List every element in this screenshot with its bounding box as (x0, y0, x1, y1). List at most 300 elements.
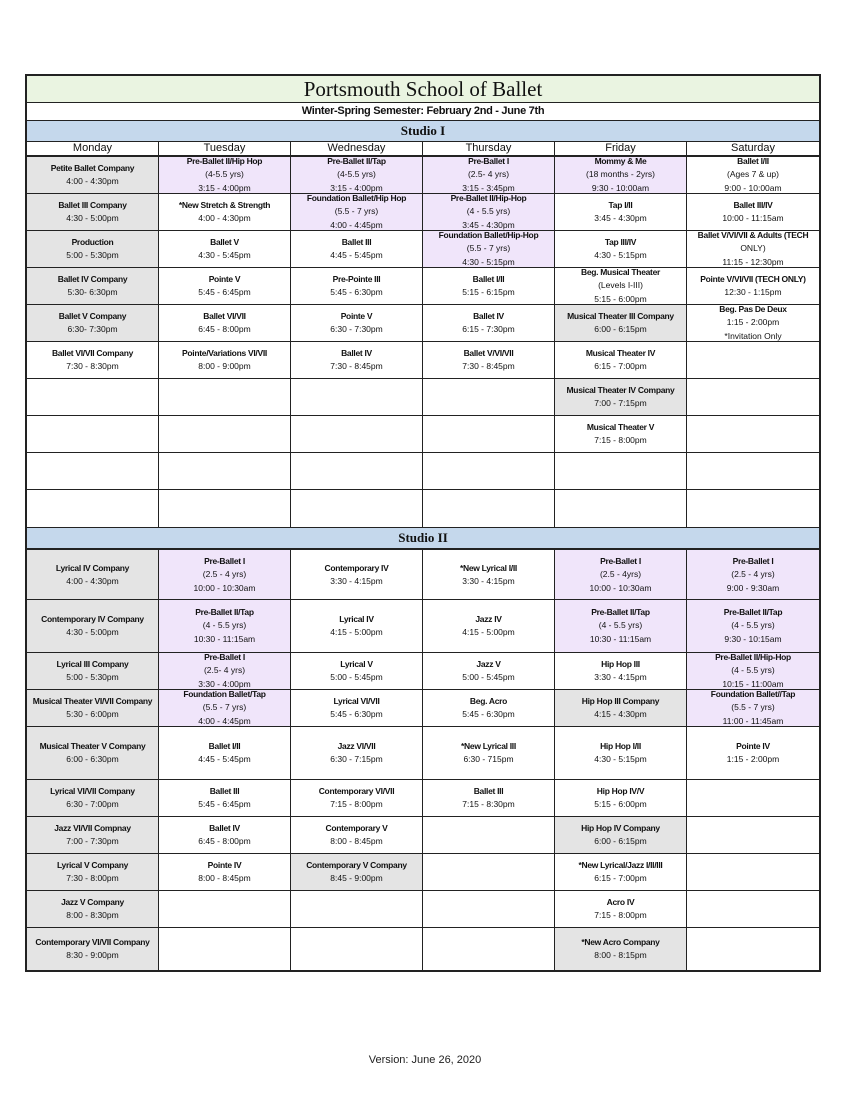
class-detail: 4:30 - 5:15pm (594, 250, 647, 260)
class-name: Pre-Ballet I (204, 555, 245, 566)
schedule-cell (555, 490, 687, 527)
class-detail: 4:30 - 5:15pm (462, 257, 515, 267)
class-detail: 4:45 - 5:45pm (198, 754, 251, 764)
class-name: Ballet IV (209, 823, 240, 833)
class-name: Ballet I/II (208, 741, 241, 751)
schedule-cell (27, 342, 159, 379)
schedule-cell (291, 379, 423, 416)
class-detail: 4:15 - 5:00pm (330, 627, 383, 637)
schedule-cell (27, 305, 159, 342)
schedule-cell (27, 194, 159, 231)
class-name: Ballet I/II (472, 274, 505, 284)
class-name: Ballet III (341, 237, 372, 247)
schedule-cell (687, 817, 819, 854)
schedule-cell (687, 453, 819, 490)
class-detail: (18 months - 2yrs) (586, 169, 655, 179)
schedule-cell (291, 342, 423, 379)
schedule-cell (27, 416, 159, 453)
schedule-cell (423, 817, 555, 854)
class-name: Pre-Ballet I (732, 555, 774, 566)
schedule-cell (27, 653, 159, 690)
class-detail: 7:30 - 8:45pm (330, 361, 383, 371)
schedule-cell (159, 928, 291, 970)
schedule-cell (291, 690, 423, 727)
schedule-cell (159, 891, 291, 928)
class-detail: 3:45 - 4:30pm (462, 220, 515, 230)
studio-2-grid (27, 549, 819, 970)
class-name: *New Lyrical/Jazz I/II/III (578, 860, 663, 870)
class-detail: 5:45 - 6:30pm (330, 287, 383, 297)
class-detail: 10:30 - 11:15am (193, 634, 256, 644)
page-title: Portsmouth School of Ballet (27, 76, 819, 103)
schedule-cell (159, 416, 291, 453)
class-detail: 8:00 - 8:30pm (66, 910, 119, 920)
class-detail: 6:00 - 6:15pm (594, 324, 647, 334)
schedule-cell (555, 194, 687, 231)
class-detail: (Levels I-III) (598, 280, 643, 290)
class-detail: 7:15 - 8:00pm (594, 910, 647, 920)
schedule-cell (555, 416, 687, 453)
class-detail: 6:30 - 7:30pm (330, 324, 383, 334)
class-name: Foundation Ballet/Hip-Hop (438, 231, 539, 240)
schedule-cell (423, 780, 555, 817)
class-detail: 6:45 - 8:00pm (198, 324, 251, 334)
class-detail: 8:45 - 9:00pm (330, 873, 383, 883)
schedule-cell (291, 653, 423, 690)
schedule-cell (27, 780, 159, 817)
class-name: Ballet III/IV (733, 200, 773, 210)
class-detail: 11:15 - 12:30pm (722, 257, 784, 267)
schedule-cell (159, 600, 291, 653)
schedule-cell (27, 690, 159, 727)
class-name: Production (71, 237, 114, 247)
schedule-cell (423, 416, 555, 453)
schedule-cell (27, 268, 159, 305)
schedule-cell (555, 928, 687, 970)
class-name: *New Acro Company (581, 937, 660, 947)
class-name: Ballet V Company (58, 311, 127, 321)
class-name: Pre-Ballet II/Tap (591, 607, 650, 617)
schedule-cell (555, 157, 687, 194)
class-name: Contemporary VI/VII Company (35, 937, 150, 947)
schedule-cell (423, 453, 555, 490)
class-detail: 4:00 - 4:45pm (330, 220, 383, 230)
schedule-cell (291, 194, 423, 231)
class-detail: 6:30 - 715pm (463, 754, 514, 764)
class-name: Jazz VI/VII (337, 741, 376, 751)
schedule-cell (27, 727, 159, 780)
class-name: Jazz V Company (61, 897, 124, 907)
class-detail: 8:30 - 9:00pm (66, 950, 119, 960)
schedule-cell (423, 268, 555, 305)
class-name: Lyrical III Company (56, 659, 129, 669)
class-detail: 7:15 - 8:00pm (594, 435, 647, 445)
schedule-cell (291, 780, 423, 817)
class-detail: (5.5 - 7 yrs) (202, 702, 247, 712)
schedule-cell (159, 231, 291, 268)
schedule-cell (555, 891, 687, 928)
class-name: Musical Theater IV Company (566, 385, 675, 395)
class-detail: 3:45 - 4:30pm (594, 213, 647, 223)
schedule-cell (423, 600, 555, 653)
class-name: Ballet III (473, 786, 504, 796)
class-detail: 8:00 - 9:00pm (198, 361, 251, 371)
class-name: Pointe IV (736, 741, 770, 751)
class-detail: 7:00 - 7:30pm (66, 836, 119, 846)
studio-2-header: Studio II (27, 527, 819, 549)
schedule-cell (423, 653, 555, 690)
schedule-cell (423, 305, 555, 342)
class-name: Pointe V (340, 311, 373, 321)
schedule-cell (423, 891, 555, 928)
class-name: Pre-Ballet II/Tap (327, 157, 386, 166)
class-detail: 5:00 - 5:30pm (66, 250, 119, 260)
schedule-cell (687, 379, 819, 416)
day-friday: Friday (555, 142, 687, 155)
schedule-cell (27, 891, 159, 928)
class-detail: 7:15 - 8:00pm (330, 799, 383, 809)
class-detail: 9:00 - 10:00am (724, 183, 782, 193)
class-name: Beg. Acro (469, 696, 508, 706)
schedule-cell (555, 268, 687, 305)
schedule-cell (555, 379, 687, 416)
class-detail: (5.5 - 7 yrs) (731, 702, 775, 712)
schedule-cell (687, 268, 819, 305)
class-detail: 4:30 - 5:15pm (594, 754, 647, 764)
class-name: Hip Hop III (601, 659, 640, 669)
class-name: Lyrical V (340, 659, 373, 669)
class-name: Musical Theater IV (585, 348, 656, 358)
class-detail: 5:30- 6:30pm (67, 287, 118, 297)
class-detail: 5:15 - 6:00pm (594, 294, 647, 304)
class-detail: 5:30 - 6:00pm (66, 709, 119, 719)
day-monday: Monday (27, 142, 159, 155)
class-detail: (4 - 5.5 yrs) (466, 206, 511, 216)
schedule-cell (555, 780, 687, 817)
class-detail: 5:45 - 6:30pm (330, 709, 383, 719)
class-name: *New Lyrical III (461, 741, 516, 751)
class-name: Contemporary VI/VII (318, 786, 395, 796)
schedule-cell (423, 194, 555, 231)
class-detail: 6:15 - 7:00pm (594, 361, 647, 371)
schedule-cell (687, 600, 819, 653)
class-name: Petite Ballet Company (50, 163, 135, 173)
schedule-cell (687, 342, 819, 379)
schedule-cell (687, 653, 819, 690)
class-detail: 5:00 - 5:45pm (462, 672, 515, 682)
class-detail: 5:45 - 6:30pm (462, 709, 515, 719)
semester-subtitle: Winter-Spring Semester: February 2nd - June 7th (27, 103, 819, 121)
schedule-cell (423, 231, 555, 268)
class-detail: 1:15 - 2:00pm (726, 754, 780, 764)
class-name: Pre-Ballet II/Tap (723, 607, 783, 617)
class-name: Tap I/II (608, 200, 633, 210)
class-detail: ONLY) (740, 243, 766, 253)
class-name: Pre-Pointe III (332, 274, 381, 284)
class-detail: 7:30 - 8:30pm (66, 361, 119, 371)
schedule-cell (27, 550, 159, 600)
schedule-cell (27, 379, 159, 416)
class-detail: 8:00 - 8:15pm (594, 950, 647, 960)
schedule-cell (27, 600, 159, 653)
class-detail: 11:00 - 11:45am (722, 716, 784, 726)
schedule-cell (555, 550, 687, 600)
schedule-cell (291, 157, 423, 194)
schedule-cell (27, 157, 159, 194)
class-detail: (5.5 - 7 yrs) (334, 206, 379, 216)
class-detail: 12:30 - 1:15pm (724, 287, 782, 297)
class-detail: 6:15 - 7:30pm (462, 324, 515, 334)
schedule-cell (291, 727, 423, 780)
class-name: Ballet VI/VII (203, 311, 246, 321)
class-detail: (2.5- 4 yrs) (467, 169, 510, 179)
schedule-cell (159, 453, 291, 490)
schedule-cell (555, 453, 687, 490)
day-header-row (27, 142, 819, 157)
class-detail: 7:30 - 8:00pm (66, 873, 119, 883)
schedule-cell (423, 157, 555, 194)
class-name: Foundation Ballet//Tap (710, 690, 796, 699)
class-name: Contemporary IV (324, 562, 389, 573)
class-detail: 3:30 - 4:15pm (330, 575, 383, 586)
class-detail: 10:00 - 11:15am (722, 213, 784, 223)
class-detail: 3:30 - 4:00pm (198, 679, 251, 689)
schedule-cell (687, 891, 819, 928)
schedule-cell (159, 854, 291, 891)
class-name: Musical Theater III Company (567, 311, 674, 321)
class-detail: 3:15 - 4:00pm (198, 183, 251, 193)
class-detail: 5:45 - 6:45pm (198, 287, 251, 297)
class-name: Jazz VI/VII Compnay (54, 823, 131, 833)
schedule-cell (687, 305, 819, 342)
schedule-cell (159, 490, 291, 527)
class-detail: (4 - 5.5 yrs) (598, 620, 643, 630)
class-name: Ballet V/VI/VII & Adults (TECH (697, 231, 809, 240)
class-detail: 6:00 - 6:30pm (66, 754, 119, 764)
schedule-cell (423, 550, 555, 600)
schedule-cell (687, 490, 819, 527)
schedule-cell (159, 268, 291, 305)
schedule-cell (687, 928, 819, 970)
schedule-cell (555, 305, 687, 342)
class-detail: (2.5 - 4yrs) (599, 568, 642, 579)
class-detail: (2.5 - 4 yrs) (202, 568, 247, 579)
schedule-cell (555, 817, 687, 854)
class-detail: 9:30 - 10:15am (724, 634, 782, 644)
class-name: Pre-Ballet II/Tap (195, 607, 254, 617)
schedule-cell (687, 690, 819, 727)
schedule-cell (555, 600, 687, 653)
schedule-cell (27, 854, 159, 891)
schedule-sheet (25, 74, 821, 972)
class-name: Ballet I/II (737, 157, 769, 166)
schedule-cell (423, 854, 555, 891)
class-detail: 4:00 - 4:30pm (66, 176, 119, 186)
class-name: Ballet V/VI/VII (463, 348, 514, 358)
schedule-cell (555, 342, 687, 379)
schedule-cell (27, 231, 159, 268)
class-detail: 1:15 - 2:00pm (726, 317, 780, 327)
class-detail: (5.5 - 7 yrs) (466, 243, 511, 253)
class-detail: 5:00 - 5:30pm (66, 672, 119, 682)
class-name: Foundation Ballet/Hip Hop (306, 194, 407, 203)
class-detail: 10:00 - 10:30am (193, 582, 256, 593)
schedule-cell (687, 550, 819, 600)
class-detail: (4-5.5 yrs) (337, 169, 376, 179)
class-name: Hip Hop IV/V (596, 786, 645, 796)
class-detail: (Ages 7 & up) (727, 169, 779, 179)
class-detail: 6:30 - 7:15pm (330, 754, 383, 764)
class-detail: (2.5 - 4 yrs) (731, 568, 775, 579)
schedule-cell (423, 490, 555, 527)
class-name: *New Lyrical I/II (460, 562, 517, 573)
schedule-cell (423, 342, 555, 379)
class-detail: 4:00 - 4:45pm (198, 716, 251, 726)
class-detail: (4 - 5.5 yrs) (731, 620, 775, 630)
schedule-cell (159, 379, 291, 416)
class-detail: 4:15 - 4:30pm (594, 709, 647, 719)
class-name: Ballet III Company (58, 200, 127, 210)
class-name: Beg. Pas De Deux (719, 305, 787, 314)
class-name: Jazz IV (475, 614, 502, 624)
class-detail: 4:30 - 5:45pm (198, 250, 251, 260)
schedule-cell (159, 653, 291, 690)
schedule-cell (687, 194, 819, 231)
schedule-cell (555, 854, 687, 891)
class-name: Musical Theater V (586, 422, 655, 432)
class-detail: 6:00 - 6:15pm (594, 836, 647, 846)
class-name: Pre-Ballet I (600, 555, 641, 566)
day-thursday: Thursday (423, 142, 555, 155)
class-name: Hip Hop I/II (600, 741, 641, 751)
schedule-cell (291, 928, 423, 970)
schedule-cell (687, 780, 819, 817)
schedule-cell (555, 231, 687, 268)
schedule-cell (27, 490, 159, 527)
class-detail: (4 - 5.5 yrs) (202, 620, 247, 630)
class-name: Hip Hop III Company (581, 696, 660, 706)
schedule-cell (159, 780, 291, 817)
schedule-cell (27, 453, 159, 490)
class-detail: (4-5.5 yrs) (205, 169, 244, 179)
studio-1-header: Studio I (27, 121, 819, 142)
schedule-cell (27, 817, 159, 854)
class-detail: 3:15 - 3:45pm (462, 183, 515, 193)
class-name: Contemporary IV Company (41, 614, 144, 624)
class-detail: 7:15 - 8:30pm (462, 799, 515, 809)
class-detail: 3:30 - 4:15pm (462, 575, 515, 586)
schedule-cell (423, 690, 555, 727)
schedule-cell (291, 453, 423, 490)
class-name: Ballet III (209, 786, 240, 796)
class-detail: 4:30 - 5:00pm (66, 213, 119, 223)
schedule-cell (291, 490, 423, 527)
class-name: Pointe V (208, 274, 241, 284)
class-detail: 4:30 - 5:00pm (66, 627, 119, 637)
schedule-cell (423, 379, 555, 416)
schedule-cell (555, 727, 687, 780)
class-detail: 5:15 - 6:00pm (594, 799, 647, 809)
class-name: Foundation Ballet/Tap (183, 690, 266, 699)
schedule-cell (423, 928, 555, 970)
class-name: Pre-Ballet II/Hip-Hop (450, 194, 527, 203)
class-name: Jazz V (476, 659, 501, 669)
class-detail: 4:15 - 5:00pm (462, 627, 515, 637)
schedule-cell (291, 416, 423, 453)
class-detail: (2.5- 4 yrs) (203, 665, 246, 675)
class-name: Lyrical IV (339, 614, 374, 624)
schedule-cell (159, 194, 291, 231)
class-name: Ballet VI/VII Company (51, 348, 134, 358)
schedule-cell (291, 854, 423, 891)
schedule-cell (291, 817, 423, 854)
class-detail: 9:30 - 10:00am (591, 183, 650, 193)
class-name: Pre-Ballet I (204, 653, 245, 662)
class-detail: 10:15 - 11:00am (722, 679, 784, 689)
schedule-cell (687, 231, 819, 268)
class-detail: 7:30 - 8:45pm (462, 361, 515, 371)
schedule-cell (291, 231, 423, 268)
class-detail: 5:15 - 6:15pm (462, 287, 515, 297)
schedule-cell (687, 727, 819, 780)
class-detail: 6:15 - 7:00pm (594, 873, 647, 883)
class-detail: 10:00 - 10:30am (589, 582, 652, 593)
class-detail: 8:00 - 8:45pm (198, 873, 251, 883)
class-name: Ballet IV (341, 348, 372, 358)
schedule-cell (555, 690, 687, 727)
class-name: Acro IV (606, 897, 635, 907)
class-detail: 4:45 - 5:45pm (330, 250, 383, 260)
schedule-cell (159, 817, 291, 854)
class-name: Contemporary V (325, 823, 388, 833)
class-name: Pointe/Variations VI/VII (182, 348, 267, 358)
day-saturday: Saturday (730, 142, 776, 154)
schedule-cell (27, 928, 159, 970)
schedule-cell (159, 157, 291, 194)
class-detail: 10:30 - 11:15am (589, 634, 652, 644)
class-detail: 5:00 - 5:45pm (330, 672, 383, 682)
schedule-cell (291, 600, 423, 653)
class-detail: 5:45 - 6:45pm (198, 799, 251, 809)
schedule-cell (159, 305, 291, 342)
class-name: Pointe IV (207, 860, 242, 870)
schedule-cell (687, 854, 819, 891)
schedule-cell (291, 550, 423, 600)
class-name: *New Stretch & Strength (178, 200, 271, 210)
schedule-cell (159, 342, 291, 379)
class-name: Pre-Ballet II/Hip-Hop (715, 653, 791, 662)
class-name: Ballet V (210, 237, 239, 247)
class-name: Lyrical IV Company (55, 562, 130, 573)
class-name: Musical Theater VI/VII Company (32, 696, 153, 706)
class-name: Lyrical VI/VII Company (50, 786, 135, 796)
class-detail: 9:00 - 9:30am (726, 582, 780, 593)
day-tuesday: Tuesday (159, 142, 291, 155)
schedule-cell (159, 690, 291, 727)
schedule-cell (555, 653, 687, 690)
version-footer: Version: June 26, 2020 (368, 1054, 482, 1066)
class-name: Musical Theater V Company (39, 741, 146, 751)
class-detail: (4 - 5.5 yrs) (731, 665, 775, 675)
class-name: Hip Hop IV Company (581, 823, 660, 833)
schedule-cell (423, 727, 555, 780)
schedule-cell (159, 727, 291, 780)
studio-1-grid (27, 157, 819, 527)
class-name: Ballet IV Company (57, 274, 128, 284)
class-detail: 3:15 - 4:00pm (330, 183, 383, 193)
schedule-cell (159, 550, 291, 600)
class-detail: 6:30- 7:30pm (67, 324, 118, 334)
